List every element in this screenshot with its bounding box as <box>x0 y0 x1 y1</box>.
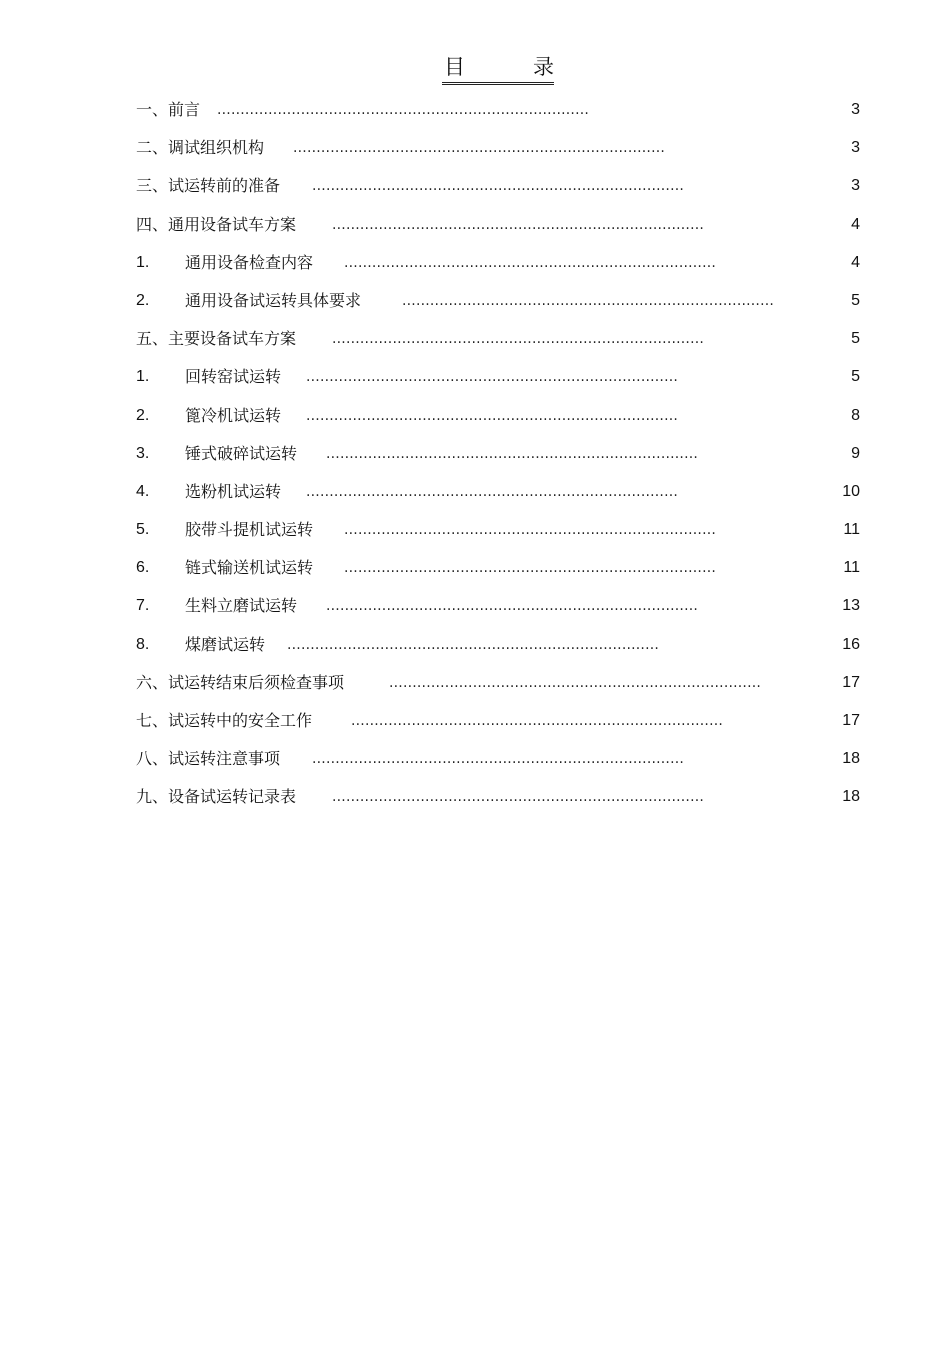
toc-leader-dots: ................................................................................ <box>402 292 775 309</box>
toc-entry-page: 18 <box>842 750 860 768</box>
toc-entry[interactable] <box>136 708 860 746</box>
toc-leader-dots: ................................................................................ <box>306 369 679 386</box>
toc-entry-label: 通用设备检查内容 <box>185 252 314 272</box>
toc-entry-label: 四、通用设备试车方案 <box>136 214 297 234</box>
toc-entry-label: 胶带斗提机试运转 <box>185 520 314 540</box>
toc-entry[interactable] <box>136 364 860 402</box>
toc-leader-dots: ................................................................................ <box>326 445 699 462</box>
toc-entry[interactable] <box>136 173 860 211</box>
toc-entry-page: 4 <box>851 215 860 233</box>
toc-entry-label: 篦冷机试运转 <box>185 405 282 425</box>
toc-entry[interactable] <box>136 632 860 670</box>
toc-entry[interactable] <box>136 250 860 288</box>
toc-leader-dots: ................................................................................ <box>332 216 705 233</box>
toc-leader-dots: ................................................................................ <box>344 254 717 271</box>
toc-entry-number: 4. <box>136 482 150 500</box>
toc-leader-dots: ................................................................................ <box>306 407 679 424</box>
toc-entry-label: 八、试运转注意事项 <box>136 749 281 769</box>
toc-entry-label: 六、试运转结束后须检查事项 <box>136 672 345 692</box>
toc-entry[interactable] <box>136 479 860 517</box>
toc-entry-number: 6. <box>136 559 150 577</box>
toc-entry-page: 4 <box>851 253 860 271</box>
toc-entry[interactable] <box>136 135 860 173</box>
toc-leader-dots: ................................................................................ <box>332 789 705 806</box>
toc-entry-label: 回转窑试运转 <box>185 367 282 387</box>
toc-entry-page: 11 <box>843 559 860 577</box>
toc-entry-page: 3 <box>851 177 860 195</box>
toc-entry-number: 2. <box>136 291 150 309</box>
toc-entry-label: 五、主要设备试车方案 <box>136 329 297 349</box>
toc-entry-number: 3. <box>136 444 150 462</box>
toc-entry-label: 三、试运转前的准备 <box>136 176 281 196</box>
toc-entry[interactable] <box>136 517 860 555</box>
toc-leader-dots: ................................................................................ <box>312 751 685 768</box>
toc-entry-page: 11 <box>843 521 860 539</box>
toc-leader-dots: ................................................................................ <box>217 102 590 118</box>
toc-entry[interactable] <box>136 288 860 326</box>
toc-entry[interactable] <box>136 97 860 135</box>
toc-entry-label: 七、试运转中的安全工作 <box>136 711 313 730</box>
toc-entry[interactable] <box>136 441 860 479</box>
toc-entry-label: 锤式破碎试运转 <box>185 443 298 463</box>
toc-entry-number: 2. <box>136 406 150 424</box>
toc-entry-number: 7. <box>136 597 150 615</box>
toc-entry-number: 1. <box>136 368 150 386</box>
toc-leader-dots: ................................................................................ <box>389 674 762 691</box>
toc-leader-dots: ................................................................................ <box>344 522 717 539</box>
toc-entry-label: 二、调试组织机构 <box>136 138 265 158</box>
toc-leader-dots: ................................................................................ <box>293 140 666 157</box>
toc-entry[interactable] <box>136 784 860 822</box>
table-of-contents <box>136 97 860 823</box>
toc-entry-label: 煤磨试运转 <box>185 634 266 654</box>
toc-leader-dots: ................................................................................ <box>306 483 679 500</box>
toc-entry-page: 8 <box>851 406 860 424</box>
toc-leader-dots: ................................................................................ <box>326 598 699 615</box>
toc-leader-dots: ................................................................................ <box>312 178 685 195</box>
toc-entry-page: 9 <box>851 444 860 462</box>
toc-entry[interactable] <box>136 555 860 593</box>
toc-entry-page: 18 <box>842 788 860 806</box>
toc-entry-page: 5 <box>851 330 860 348</box>
toc-title-char-2: 录 <box>533 55 554 79</box>
toc-entry-label: 选粉机试运转 <box>185 481 282 501</box>
toc-title-char-1: 目 <box>444 55 465 79</box>
toc-entry[interactable] <box>136 670 860 708</box>
toc-entry-label: 生料立磨试运转 <box>185 596 298 616</box>
toc-entry-number: 8. <box>136 635 150 653</box>
toc-entry-label: 一、前言 <box>136 100 201 119</box>
toc-title <box>442 54 554 85</box>
toc-leader-dots: ................................................................................ <box>351 713 724 729</box>
toc-leader-dots: ................................................................................ <box>344 560 717 577</box>
toc-entry-page: 5 <box>851 291 860 309</box>
toc-entry-page: 13 <box>842 597 860 615</box>
toc-entry[interactable] <box>136 593 860 631</box>
toc-entry-page: 3 <box>851 101 860 118</box>
toc-entry-label: 通用设备试运转具体要求 <box>185 290 362 310</box>
toc-entry-label: 链式输送机试运转 <box>185 558 314 578</box>
toc-entry-page: 5 <box>851 368 860 386</box>
toc-leader-dots: ................................................................................ <box>332 331 705 348</box>
toc-leader-dots: ................................................................................ <box>287 636 660 653</box>
toc-entry-page: 16 <box>842 635 860 653</box>
toc-entry[interactable] <box>136 746 860 784</box>
toc-entry[interactable] <box>136 403 860 441</box>
toc-entry[interactable] <box>136 326 860 364</box>
toc-entry-page: 3 <box>851 139 860 157</box>
toc-entry-number: 5. <box>136 521 150 539</box>
toc-entry-label: 九、设备试运转记录表 <box>136 787 297 807</box>
toc-entry[interactable] <box>136 212 860 250</box>
toc-entry-page: 10 <box>842 482 860 500</box>
toc-entry-page: 17 <box>842 712 860 729</box>
toc-entry-page: 17 <box>842 673 860 691</box>
toc-entry-number: 1. <box>136 253 150 271</box>
